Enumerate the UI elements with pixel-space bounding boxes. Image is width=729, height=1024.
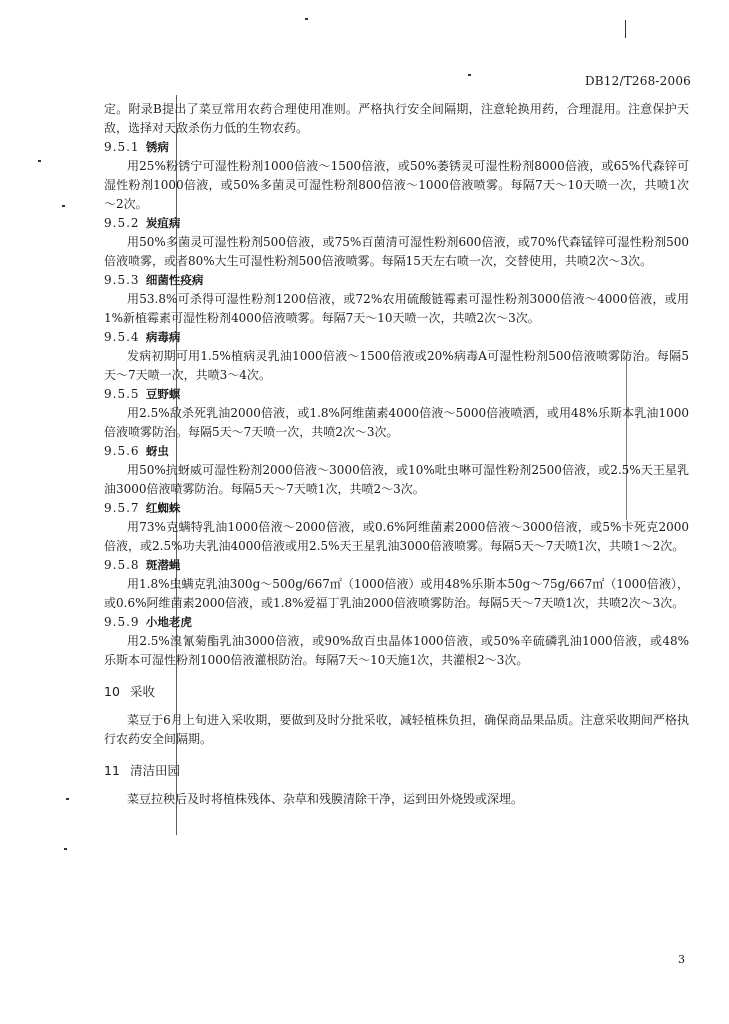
subsection-heading: 9.5.8 斑潜蝇 <box>104 558 181 572</box>
scan-speck <box>38 160 41 162</box>
document-code: DB12/T268-2006 <box>584 74 691 88</box>
section-body: 菜豆于6月上旬进入采收期，要做到及时分批采收，减轻植株负担，确保商品果品质。注意采收期间严格执行农药安全间隔期。 <box>104 713 689 746</box>
subsection-heading: 9.5.9 小地老虎 <box>104 615 192 629</box>
scan-speck <box>66 798 69 800</box>
subsection-heading: 9.5.5 豆野螟 <box>104 387 181 401</box>
subsection-body: 用53.8%可杀得可湿性粉剂1200倍液，或72%农用硫酸链霉素可湿性粉剂3000倍液～4000倍液，或用1%新植霉素可湿性粉剂4000倍液喷雾。每隔7天～10天喷一次，共喷2次～3次。 <box>104 292 689 325</box>
page-number: 3 <box>678 953 685 966</box>
subsection-9-5-5 <box>104 385 689 442</box>
subsection-body: 用50%多菌灵可湿性粉剂500倍液，或75%百菌清可湿性粉剂600倍液，或70%代森锰锌可湿性粉剂500倍液喷雾，或者80%大生可湿性粉剂500倍液喷雾。每隔15天左右喷一次，交替使用，共喷2次～3次。 <box>104 235 689 268</box>
subsection-9-5-8 <box>104 556 689 613</box>
section-11 <box>104 761 689 809</box>
document-body <box>104 100 689 809</box>
subsection-9-5-3 <box>104 271 689 328</box>
subsection-heading: 9.5.2 炭疽病 <box>104 216 181 230</box>
section-heading: 11 清洁田园 <box>104 763 180 778</box>
subsection-heading: 9.5.4 病毒病 <box>104 330 181 344</box>
subsection-9-5-7 <box>104 499 689 556</box>
subsection-body: 用73%克螨特乳油1000倍液～2000倍液，或0.6%阿维菌素2000倍液～3000倍液，或5%卡死克2000倍液，或2.5%功夫乳油4000倍液或用2.5%天王星乳油3000倍液喷雾。每隔5天～7天喷1次，共喷1～2次。 <box>104 520 689 553</box>
subsection-body: 用2.5%溴氰菊酯乳油3000倍液，或90%敌百虫晶体1000倍液，或50%辛硫磷乳油1000倍液，或48%乐斯本可湿性粉剂1000倍液灌根防治。每隔7天～10天施1次，共灌根2～3次。 <box>104 634 689 667</box>
subsection-9-5-9 <box>104 613 689 670</box>
scan-speck <box>625 20 626 38</box>
subsection-9-5-2 <box>104 214 689 271</box>
subsection-body: 发病初期可用1.5%植病灵乳油1000倍液～1500倍液或20%病毒A可湿性粉剂500倍液喷雾防治。每隔5天～7天喷一次，共喷3～4次。 <box>104 349 689 382</box>
subsection-heading: 9.5.1 锈病 <box>104 140 169 154</box>
intro-paragraph: 定。附录B提出了菜豆常用农药合理使用准则。严格执行安全间隔期，注意轮换用药，合理混用。注意保护天敌，选择对天敌杀伤力低的生物农药。 <box>104 102 689 135</box>
subsection-9-5-1 <box>104 138 689 214</box>
section-body: 菜豆拉秧后及时将植株残体、杂草和残膜清除干净，运到田外烧毁或深埋。 <box>127 792 524 806</box>
section-10 <box>104 682 689 749</box>
subsection-heading: 9.5.3 细菌性疫病 <box>104 273 204 287</box>
subsection-body: 用50%抗蚜威可湿性粉剂2000倍液～3000倍液，或10%吡虫啉可湿性粉剂2500倍液，或2.5%天王星乳油3000倍液喷雾防治。每隔5天～7天喷1次，共喷2～3次。 <box>104 463 689 496</box>
subsection-body: 用25%粉锈宁可湿性粉剂1000倍液～1500倍液，或50%萎锈灵可湿性粉剂8000倍液，或65%代森锌可湿性粉剂1000倍液，或50%多菌灵可湿性粉剂800倍液～1000倍液喷雾。每隔7天～10天喷一次，共喷1次～2次。 <box>104 159 689 211</box>
scan-speck <box>64 848 67 850</box>
subsection-body: 用2.5%敌杀死乳油2000倍液，或1.8%阿维菌素4000倍液～5000倍液喷洒，或用48%乐斯本乳油1000倍液喷雾防治。每隔5天～7天喷一次，共喷2次～3次。 <box>104 406 689 439</box>
subsection-9-5-6 <box>104 442 689 499</box>
subsection-heading: 9.5.7 红蜘蛛 <box>104 501 181 515</box>
subsection-body: 用1.8%虫螨克乳油300g～500g/667㎡（1000倍液）或用48%乐斯本50g～75g/667㎡（1000倍液），或0.6%阿维菌素2000倍液，或1.8%爱福丁乳油2000倍液喷雾防治。每隔5天～7天喷1次，共喷2次～3次。 <box>104 577 689 610</box>
subsection-9-5-4 <box>104 328 689 385</box>
section-heading: 10 采收 <box>104 684 155 699</box>
scan-speck <box>305 18 308 20</box>
scan-speck <box>62 205 65 207</box>
scan-speck <box>468 74 471 76</box>
subsection-heading: 9.5.6 蚜虫 <box>104 444 169 458</box>
